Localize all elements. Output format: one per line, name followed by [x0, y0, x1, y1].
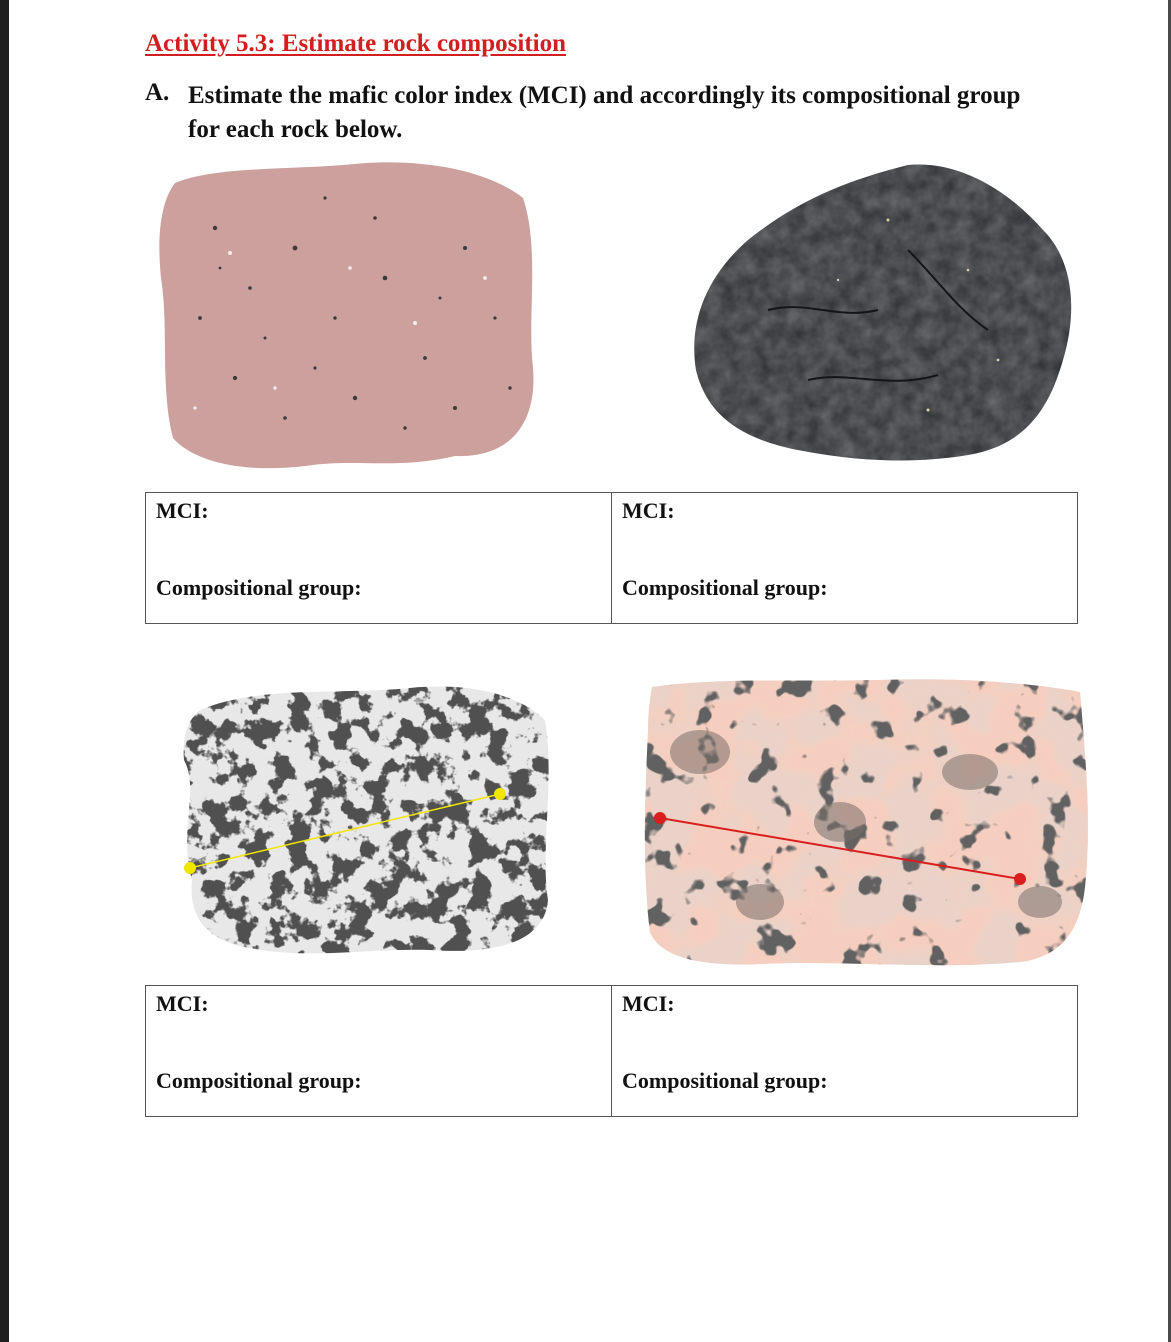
answer-table-1: [145, 492, 1078, 624]
rock-image-pink: [155, 158, 540, 473]
compositional-group-label: Compositional group:: [156, 575, 362, 600]
measure-point-red: [1014, 873, 1026, 885]
measure-point-red: [654, 812, 666, 824]
activity-title: Activity 5.3: Estimate rock composition: [145, 30, 567, 57]
compositional-group-label: Compositional group:: [622, 575, 828, 600]
measure-point-yellow: [184, 862, 196, 874]
mci-label: MCI:: [622, 991, 675, 1016]
measure-point-yellow: [494, 788, 506, 800]
rock-image-speckled: [170, 680, 555, 960]
rock-image-black: [688, 160, 1078, 465]
question-letter: A.: [145, 79, 170, 106]
mci-label: MCI:: [156, 498, 209, 523]
answer-cell-rock-2[interactable]: [612, 493, 1078, 624]
answer-cell-rock-3[interactable]: [146, 986, 612, 1117]
question-text: Estimate the mafic color index (MCI) and accordingly its compositional group for each rock below.: [188, 82, 1021, 143]
mci-label: MCI:: [156, 991, 209, 1016]
answer-cell-rock-4[interactable]: [612, 986, 1078, 1117]
compositional-group-label: Compositional group:: [156, 1068, 362, 1093]
rock-image-pink-black: [640, 672, 1092, 970]
compositional-group-label: Compositional group:: [622, 1068, 828, 1093]
mci-label: MCI:: [622, 498, 675, 523]
answer-cell-rock-1[interactable]: [146, 493, 612, 624]
window-left-edge: [0, 0, 9, 1342]
answer-table-2: [145, 985, 1078, 1117]
